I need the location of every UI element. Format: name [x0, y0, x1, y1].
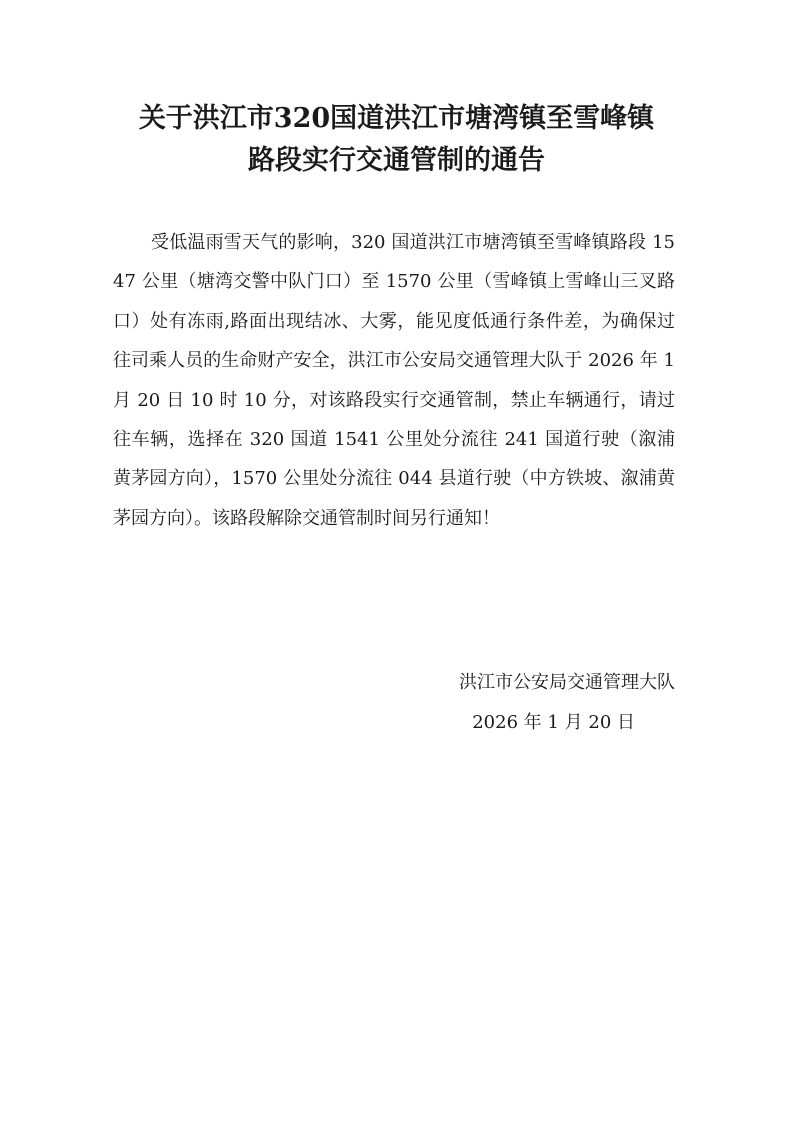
title-line-2: 路段实行交通管制的通告: [248, 145, 545, 176]
signature-date: 2026 年 1 月 20 日: [472, 712, 635, 733]
signature-organization: 洪江市公安局交通管理大队: [459, 672, 675, 693]
document-title: [60, 98, 733, 182]
signature-block: [400, 663, 675, 743]
notice-body: 受低温雨雪天气的影响，320 国道洪江市塘湾镇至雪峰镇路段 1547 公里（塘湾交警中队门口）至 1570 公里（雪峰镇上雪峰山三叉路口）处有冻雨,路面出现结冰、大雾，能见度低通行条件差，为确保过往司乘人员的生命财产安全，洪江市公安局交通管理大队于 2026 年 1 月 20 日 10 时 10 分，对该路段实行交通管制，禁止车辆通行，请过往车辆，选择在 320 国道 1541 公里处分流往 241 国道行驶（溆浦黄茅园方向），1570 公里处分流往 044 县道行驶（中方铁坡、溆浦黄茅园方向）。该路段解除交通管制时间另行通知！: [113, 232, 675, 529]
title-line-1: 关于洪江市320国道洪江市塘湾镇至雪峰镇: [138, 103, 655, 134]
